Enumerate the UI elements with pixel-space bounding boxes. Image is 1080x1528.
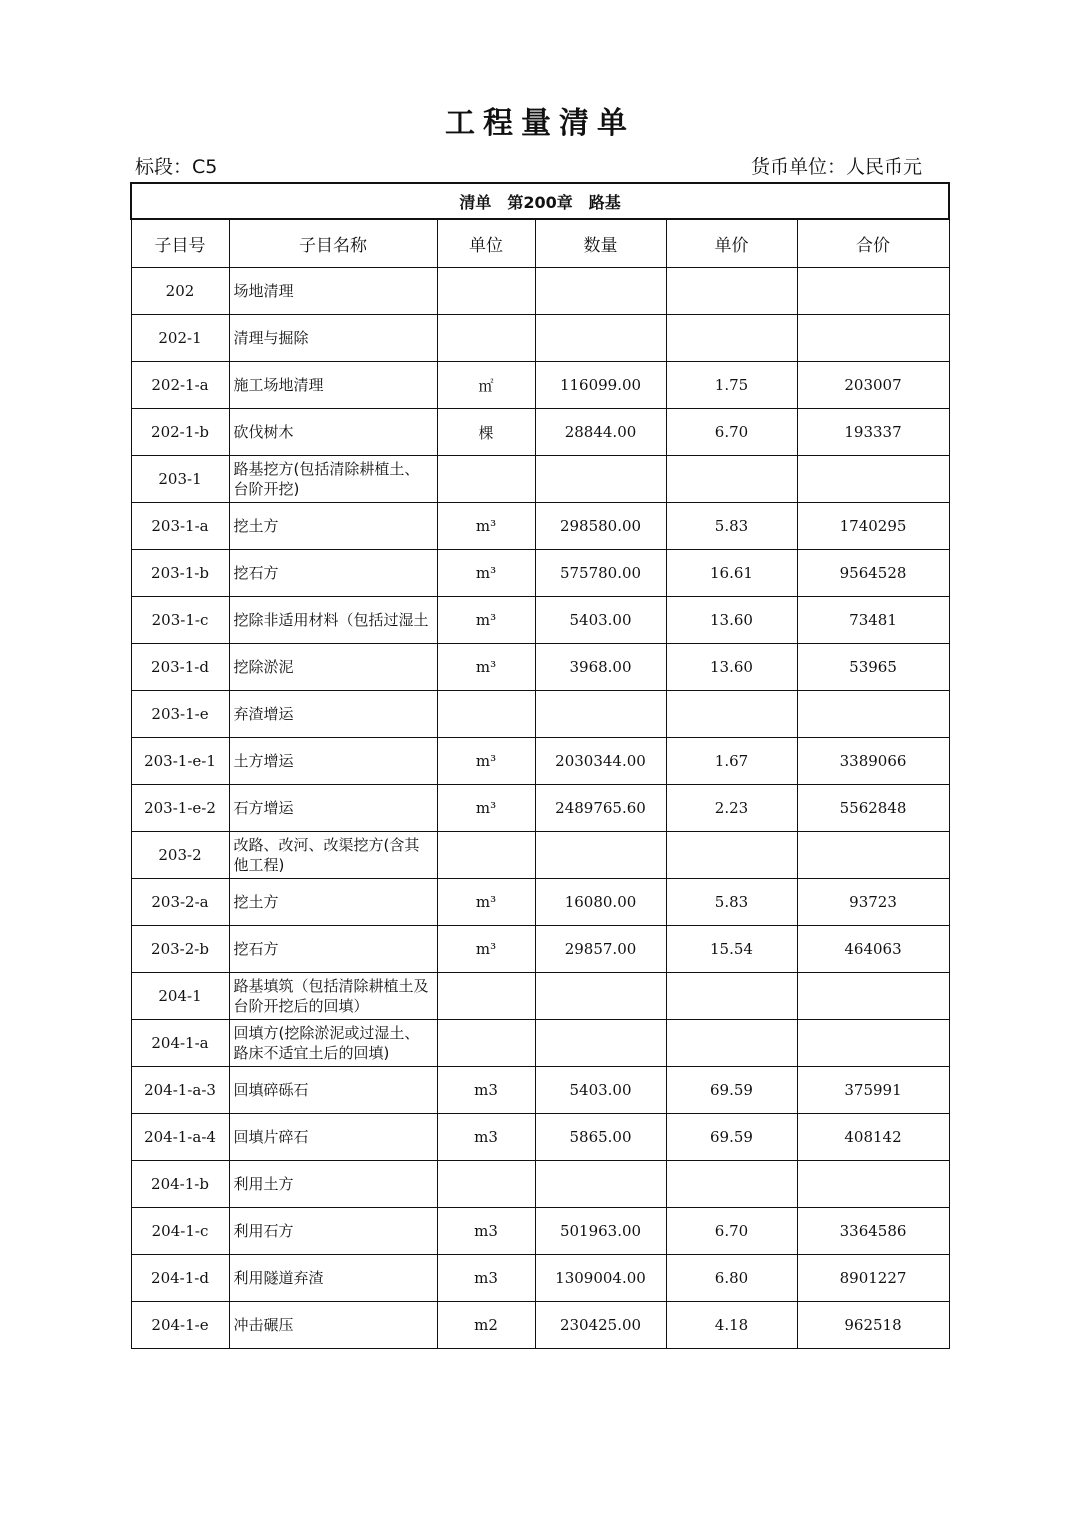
bill-of-quantities-table <box>130 182 950 1349</box>
item-unit-price: 13.60 <box>666 644 797 691</box>
item-unit-price <box>666 973 797 1020</box>
item-name: 挖土方 <box>229 503 437 550</box>
item-quantity <box>535 456 666 503</box>
item-name: 冲击碾压 <box>229 1302 437 1349</box>
item-unit <box>437 1161 535 1208</box>
table-row <box>131 1067 949 1114</box>
header-price: 单价 <box>666 219 797 268</box>
item-unit: ㎡ <box>437 362 535 409</box>
item-total: 193337 <box>797 409 949 456</box>
item-unit <box>437 456 535 503</box>
item-code: 203-1 <box>131 456 229 503</box>
item-code: 202 <box>131 268 229 315</box>
item-code: 202-1-b <box>131 409 229 456</box>
item-unit-price: 1.67 <box>666 738 797 785</box>
table-row <box>131 832 949 879</box>
item-name: 石方增运 <box>229 785 437 832</box>
item-quantity: 116099.00 <box>535 362 666 409</box>
item-unit-price: 16.61 <box>666 550 797 597</box>
table-row <box>131 738 949 785</box>
item-name: 土方增运 <box>229 738 437 785</box>
item-unit-price: 2.23 <box>666 785 797 832</box>
item-unit-price: 6.70 <box>666 1208 797 1255</box>
item-quantity <box>535 268 666 315</box>
item-unit: m2 <box>437 1302 535 1349</box>
item-quantity: 5865.00 <box>535 1114 666 1161</box>
item-total: 8901227 <box>797 1255 949 1302</box>
item-name: 挖除非适用材料（包括过湿土 <box>229 597 437 644</box>
item-quantity: 5403.00 <box>535 1067 666 1114</box>
table-row <box>131 1114 949 1161</box>
item-quantity: 5403.00 <box>535 597 666 644</box>
table-row <box>131 691 949 738</box>
item-code: 203-1-e-1 <box>131 738 229 785</box>
item-code: 204-1-b <box>131 1161 229 1208</box>
item-total <box>797 315 949 362</box>
item-total: 5562848 <box>797 785 949 832</box>
item-unit <box>437 315 535 362</box>
page-title: 工程量清单 <box>445 106 635 141</box>
item-name: 利用隧道弃渣 <box>229 1255 437 1302</box>
item-unit-price: 5.83 <box>666 503 797 550</box>
table-row <box>131 1020 949 1067</box>
header-name: 子目名称 <box>229 219 437 268</box>
item-code: 203-1-d <box>131 644 229 691</box>
item-name: 回填片碎石 <box>229 1114 437 1161</box>
item-quantity <box>535 973 666 1020</box>
table-row <box>131 456 949 503</box>
item-code: 203-2-b <box>131 926 229 973</box>
item-code: 204-1-a-4 <box>131 1114 229 1161</box>
item-unit-price: 6.70 <box>666 409 797 456</box>
table-row <box>131 926 949 973</box>
item-quantity: 575780.00 <box>535 550 666 597</box>
item-name: 挖石方 <box>229 550 437 597</box>
item-unit-price: 4.18 <box>666 1302 797 1349</box>
item-unit-price <box>666 315 797 362</box>
item-unit <box>437 973 535 1020</box>
item-total: 9564528 <box>797 550 949 597</box>
item-unit-price: 6.80 <box>666 1255 797 1302</box>
item-name: 路基挖方(包括清除耕植土、台阶开挖) <box>229 456 437 503</box>
item-name: 路基填筑（包括清除耕植土及台阶开挖后的回填） <box>229 973 437 1020</box>
table-row <box>131 1255 949 1302</box>
item-unit <box>437 1020 535 1067</box>
item-name: 施工场地清理 <box>229 362 437 409</box>
item-total: 53965 <box>797 644 949 691</box>
item-name: 回填方(挖除淤泥或过湿土、路床不适宜土后的回填) <box>229 1020 437 1067</box>
header-row <box>131 219 949 268</box>
item-quantity <box>535 315 666 362</box>
item-code: 203-1-e <box>131 691 229 738</box>
item-quantity: 298580.00 <box>535 503 666 550</box>
item-unit-price: 69.59 <box>666 1114 797 1161</box>
item-total: 375991 <box>797 1067 949 1114</box>
item-unit: m3 <box>437 1255 535 1302</box>
item-unit <box>437 691 535 738</box>
item-total <box>797 456 949 503</box>
item-total: 408142 <box>797 1114 949 1161</box>
section-label: 标段：C5 <box>135 156 218 178</box>
item-unit <box>437 832 535 879</box>
table-row <box>131 550 949 597</box>
item-total: 93723 <box>797 879 949 926</box>
chapter-title: 清单 第200章 路基 <box>131 183 949 219</box>
item-unit: m3 <box>437 1208 535 1255</box>
item-code: 203-1-c <box>131 597 229 644</box>
table-row <box>131 644 949 691</box>
item-total: 73481 <box>797 597 949 644</box>
item-unit: m³ <box>437 879 535 926</box>
table-row <box>131 1161 949 1208</box>
item-quantity <box>535 1161 666 1208</box>
item-unit: m³ <box>437 738 535 785</box>
item-unit-price: 69.59 <box>666 1067 797 1114</box>
item-total: 3389066 <box>797 738 949 785</box>
table-row <box>131 268 949 315</box>
item-total <box>797 268 949 315</box>
item-total: 203007 <box>797 362 949 409</box>
item-unit-price: 15.54 <box>666 926 797 973</box>
item-unit-price <box>666 268 797 315</box>
item-total <box>797 1161 949 1208</box>
item-unit-price: 1.75 <box>666 362 797 409</box>
item-total <box>797 1020 949 1067</box>
item-total: 464063 <box>797 926 949 973</box>
item-quantity: 501963.00 <box>535 1208 666 1255</box>
item-name: 场地清理 <box>229 268 437 315</box>
item-quantity: 29857.00 <box>535 926 666 973</box>
item-total <box>797 832 949 879</box>
item-quantity <box>535 691 666 738</box>
item-quantity: 16080.00 <box>535 879 666 926</box>
item-code: 202-1 <box>131 315 229 362</box>
item-name: 砍伐树木 <box>229 409 437 456</box>
item-unit: m3 <box>437 1067 535 1114</box>
table-row <box>131 785 949 832</box>
item-code: 204-1-a-3 <box>131 1067 229 1114</box>
item-name: 回填碎砾石 <box>229 1067 437 1114</box>
item-unit: m³ <box>437 550 535 597</box>
item-name: 挖土方 <box>229 879 437 926</box>
item-name: 利用土方 <box>229 1161 437 1208</box>
item-code: 204-1-a <box>131 1020 229 1067</box>
item-total: 3364586 <box>797 1208 949 1255</box>
item-name: 改路、改河、改渠挖方(含其他工程) <box>229 832 437 879</box>
item-name: 清理与掘除 <box>229 315 437 362</box>
header-total: 合价 <box>797 219 949 268</box>
item-code: 204-1 <box>131 973 229 1020</box>
item-code: 203-1-a <box>131 503 229 550</box>
item-unit-price <box>666 1161 797 1208</box>
header-quantity: 数量 <box>535 219 666 268</box>
item-quantity <box>535 832 666 879</box>
item-total: 962518 <box>797 1302 949 1349</box>
item-code: 203-1-b <box>131 550 229 597</box>
item-code: 204-1-c <box>131 1208 229 1255</box>
item-code: 203-2-a <box>131 879 229 926</box>
item-unit-price: 5.83 <box>666 879 797 926</box>
item-unit: m³ <box>437 597 535 644</box>
table-row <box>131 597 949 644</box>
item-quantity: 2030344.00 <box>535 738 666 785</box>
table-row <box>131 409 949 456</box>
table-row <box>131 1208 949 1255</box>
item-code: 203-2 <box>131 832 229 879</box>
table-row <box>131 1302 949 1349</box>
item-total <box>797 973 949 1020</box>
item-code: 204-1-e <box>131 1302 229 1349</box>
item-unit-price: 13.60 <box>666 597 797 644</box>
chapter-row <box>131 183 949 219</box>
table-row <box>131 362 949 409</box>
item-unit: m³ <box>437 644 535 691</box>
table-row <box>131 503 949 550</box>
item-total <box>797 691 949 738</box>
item-unit-price <box>666 1020 797 1067</box>
item-quantity: 3968.00 <box>535 644 666 691</box>
table-row <box>131 315 949 362</box>
currency-label: 货币单位：人民币元 <box>750 156 922 178</box>
item-unit-price <box>666 691 797 738</box>
item-name: 挖石方 <box>229 926 437 973</box>
item-unit: 棵 <box>437 409 535 456</box>
item-unit: m³ <box>437 503 535 550</box>
item-quantity: 28844.00 <box>535 409 666 456</box>
item-name: 挖除淤泥 <box>229 644 437 691</box>
item-quantity: 230425.00 <box>535 1302 666 1349</box>
item-code: 202-1-a <box>131 362 229 409</box>
item-unit-price <box>666 832 797 879</box>
header-unit: 单位 <box>437 219 535 268</box>
item-code: 203-1-e-2 <box>131 785 229 832</box>
table-row <box>131 879 949 926</box>
header-code: 子目号 <box>131 219 229 268</box>
item-unit: m³ <box>437 926 535 973</box>
item-name: 利用石方 <box>229 1208 437 1255</box>
item-unit-price <box>666 456 797 503</box>
item-quantity: 1309004.00 <box>535 1255 666 1302</box>
item-quantity: 2489765.60 <box>535 785 666 832</box>
item-unit <box>437 268 535 315</box>
item-unit: m³ <box>437 785 535 832</box>
table-row <box>131 973 949 1020</box>
item-total: 1740295 <box>797 503 949 550</box>
item-quantity <box>535 1020 666 1067</box>
item-name: 弃渣增运 <box>229 691 437 738</box>
item-unit: m3 <box>437 1114 535 1161</box>
item-code: 204-1-d <box>131 1255 229 1302</box>
